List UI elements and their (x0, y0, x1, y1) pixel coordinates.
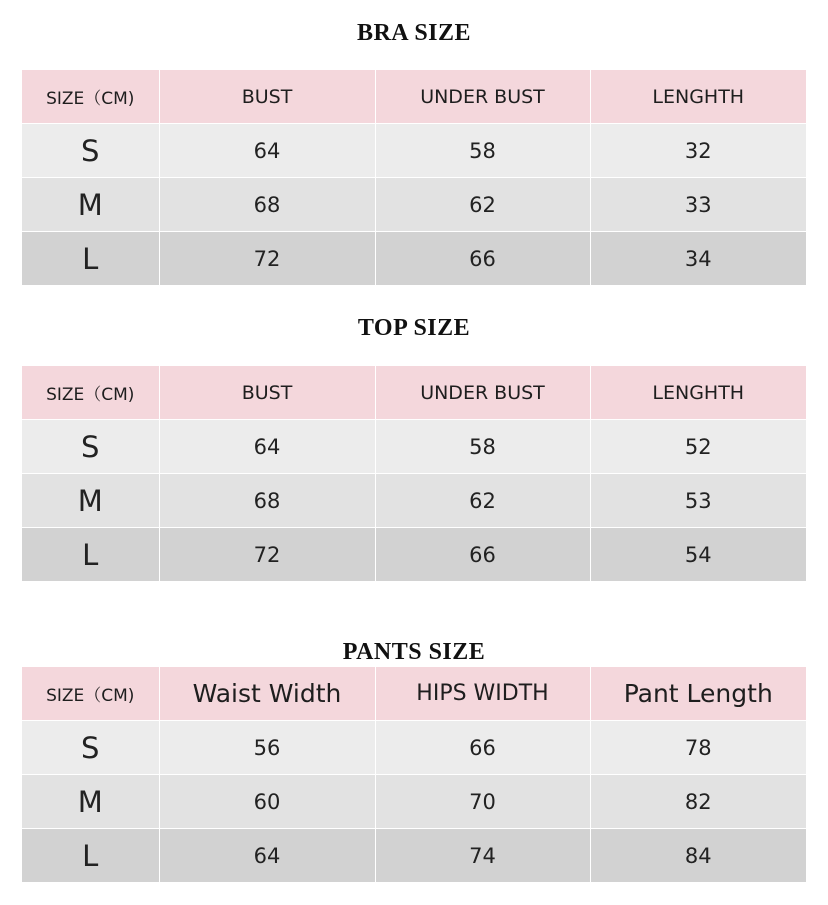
top-row-m (22, 474, 806, 528)
top-size-s: S (22, 420, 159, 474)
bra-row-m (22, 178, 806, 232)
pants-size-table (22, 667, 806, 883)
bra-header-row (22, 70, 806, 124)
top-header-length: LENGHTH (590, 366, 806, 420)
bra-under-bust-l: 66 (375, 232, 590, 286)
pants-header-waist-width: Waist Width (159, 667, 375, 721)
pants-header-hips-width: HIPS WIDTH (375, 667, 590, 721)
top-bust-m: 68 (159, 474, 375, 528)
bra-header-length: LENGHTH (590, 70, 806, 124)
top-size-l: L (22, 528, 159, 582)
top-length-s: 52 (590, 420, 806, 474)
pants-length-l: 84 (590, 829, 806, 883)
pants-header-size: SIZE（CM) (22, 667, 159, 721)
bra-size-s: S (22, 124, 159, 178)
top-length-m: 53 (590, 474, 806, 528)
pants-size-m: M (22, 775, 159, 829)
top-under-bust-l: 66 (375, 528, 590, 582)
pants-hips-s: 66 (375, 721, 590, 775)
top-header-bust: BUST (159, 366, 375, 420)
pants-size-title: PANTS SIZE (342, 639, 486, 665)
top-row-l (22, 528, 806, 582)
bra-length-m: 33 (590, 178, 806, 232)
top-bust-s: 64 (159, 420, 375, 474)
bra-length-s: 32 (590, 124, 806, 178)
pants-length-m: 82 (590, 775, 806, 829)
pants-row-l (22, 829, 806, 883)
pants-header-row (22, 667, 806, 721)
top-length-l: 54 (590, 528, 806, 582)
bra-under-bust-m: 62 (375, 178, 590, 232)
top-size-m: M (22, 474, 159, 528)
top-header-under-bust: UNDER BUST (375, 366, 590, 420)
bra-bust-l: 72 (159, 232, 375, 286)
pants-size-s: S (22, 721, 159, 775)
top-size-title: TOP SIZE (357, 315, 471, 341)
top-under-bust-m: 62 (375, 474, 590, 528)
top-header-row (22, 366, 806, 420)
top-size-table (22, 366, 806, 582)
bra-length-l: 34 (590, 232, 806, 286)
pants-header-pant-length: Pant Length (590, 667, 806, 721)
top-under-bust-s: 58 (375, 420, 590, 474)
bra-size-m: M (22, 178, 159, 232)
bra-bust-s: 64 (159, 124, 375, 178)
top-row-s (22, 420, 806, 474)
top-header-size: SIZE（CM) (22, 366, 159, 420)
bra-row-l (22, 232, 806, 286)
top-bust-l: 72 (159, 528, 375, 582)
bra-header-bust: BUST (159, 70, 375, 124)
bra-header-under-bust: UNDER BUST (375, 70, 590, 124)
pants-length-s: 78 (590, 721, 806, 775)
bra-size-table (22, 70, 806, 286)
pants-hips-l: 74 (375, 829, 590, 883)
pants-hips-m: 70 (375, 775, 590, 829)
pants-waist-m: 60 (159, 775, 375, 829)
bra-size-l: L (22, 232, 159, 286)
pants-row-s (22, 721, 806, 775)
bra-row-s (22, 124, 806, 178)
bra-size-title: BRA SIZE (356, 20, 472, 46)
pants-waist-l: 64 (159, 829, 375, 883)
bra-bust-m: 68 (159, 178, 375, 232)
pants-size-l: L (22, 829, 159, 883)
bra-under-bust-s: 58 (375, 124, 590, 178)
bra-header-size: SIZE（CM) (22, 70, 159, 124)
pants-waist-s: 56 (159, 721, 375, 775)
pants-row-m (22, 775, 806, 829)
